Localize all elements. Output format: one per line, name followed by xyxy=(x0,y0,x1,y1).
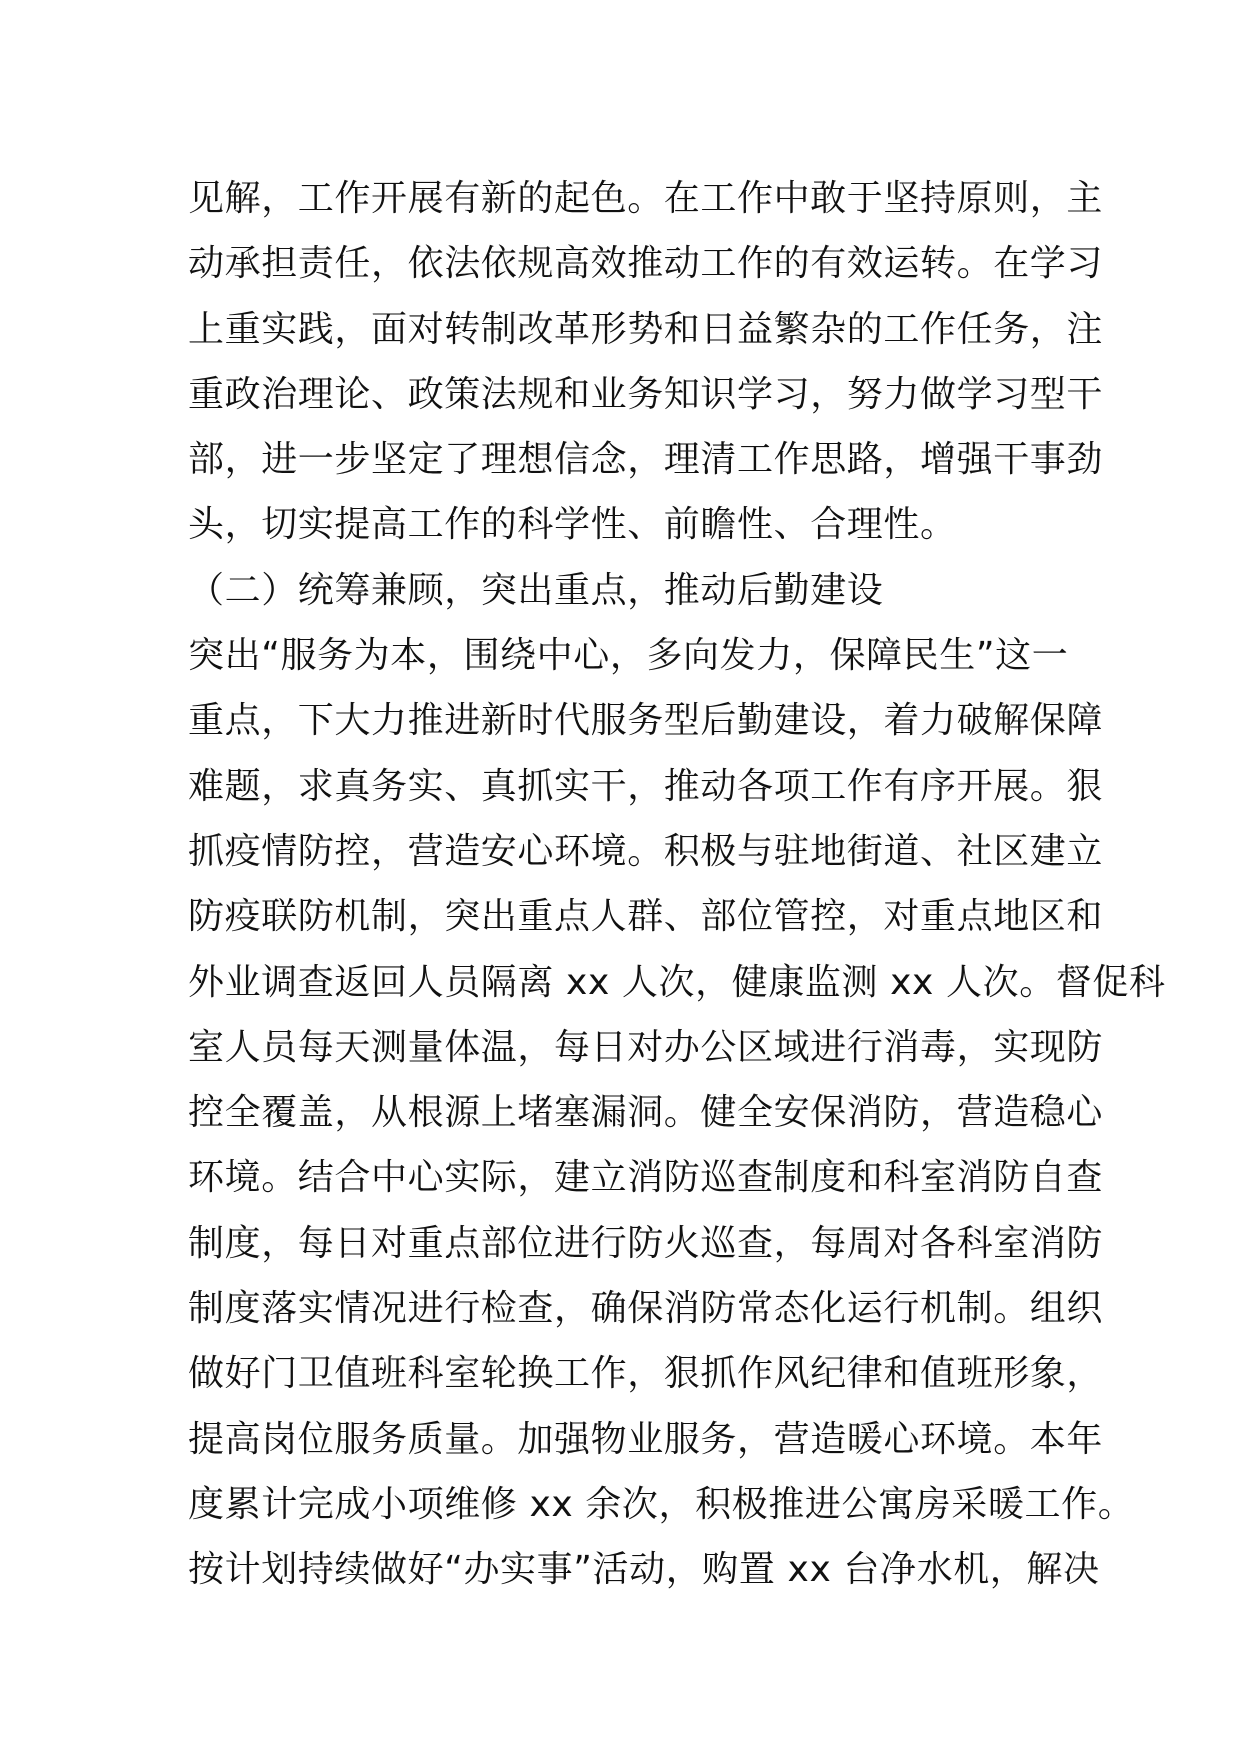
text-line: 见解，工作开展有新的起色。在工作中敢于坚持原则，主 xyxy=(188,178,1104,219)
text-line: 重点，下大力推进新时代服务型后勤建设，着力破解保障 xyxy=(188,700,1104,742)
section-heading: （二）统筹兼顾，突出重点，推动后勤建设 xyxy=(188,569,884,611)
text-line: 外业调查返回人员隔离 xx 人次，健康监测 xx 人次。督促科 xyxy=(188,961,1166,1003)
text-line: 环境。结合中心实际，建立消防巡查制度和科室消防自查 xyxy=(188,1157,1104,1199)
body-text xyxy=(188,166,1166,1603)
text-line: 上重实践，面对转制改革形势和日益繁杂的工作任务，注 xyxy=(188,308,1104,350)
text-line: 控全覆盖，从根源上堵塞漏洞。健全安保消防，营造稳心 xyxy=(188,1092,1104,1134)
text-line: 提高岗位服务质量。加强物业服务，营造暖心环境。本年 xyxy=(188,1418,1104,1460)
text-line: 度累计完成小项维修 xx 余次，积极推进公寓房采暖工作。 xyxy=(188,1483,1135,1525)
text-line: 头，切实提高工作的科学性、前瞻性、合理性。 xyxy=(188,504,957,546)
text-line: 重政治理论、政策法规和业务知识学习，努力做学习型干 xyxy=(188,373,1104,415)
text-line: 按计划持续做好“办实事”活动，购置 xx 台净水机，解决 xyxy=(188,1549,1100,1591)
text-line: 抓疫情防控，营造安心环境。积极与驻地街道、社区建立 xyxy=(188,830,1104,872)
text-line: 防疫联防机制，突出重点人群、部位管控，对重点地区和 xyxy=(188,896,1104,938)
text-line: 做好门卫值班科室轮换工作，狠抓作风纪律和值班形象， xyxy=(188,1353,1104,1395)
text-line: 动承担责任，依法依规高效推动工作的有效运转。在学习 xyxy=(188,243,1104,285)
text-line: 难题，求真务实、真抓实干，推动各项工作有序开展。狠 xyxy=(188,765,1104,807)
text-line: 制度落实情况进行检查，确保消防常态化运行机制。组织 xyxy=(188,1288,1104,1330)
text-line: 室人员每天测量体温，每日对办公区域进行消毒，实现防 xyxy=(188,1026,1104,1068)
text-line: 制度，每日对重点部位进行防火巡查，每周对各科室消防 xyxy=(188,1222,1104,1264)
text-line: 部，进一步坚定了理想信念，理清工作思路，增强干事劲 xyxy=(188,439,1104,481)
text-line: 突出“服务为本，围绕中心，多向发力，保障民生”这一 xyxy=(188,635,1069,677)
